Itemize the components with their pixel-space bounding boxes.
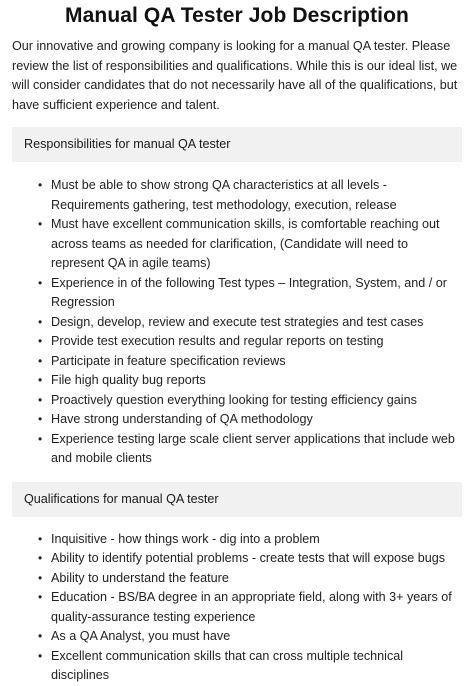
responsibilities-list	[12, 176, 462, 469]
list-item-text: Experience in of the following Test types – Integration, System, and / or Regression	[51, 275, 447, 309]
bullet-icon: •	[38, 353, 43, 368]
list-item-text: Have strong understanding of QA methodology	[51, 412, 313, 426]
bullet-icon: •	[38, 334, 43, 348]
bullet-icon: •	[38, 217, 43, 231]
bullet-icon: •	[38, 373, 43, 387]
page-title: Manual QA Tester Job Description	[65, 4, 409, 27]
list-item	[38, 215, 462, 274]
bullet-icon: •	[38, 648, 43, 663]
list-item	[38, 391, 462, 411]
list-item	[38, 371, 462, 391]
list-item	[38, 569, 462, 589]
list-item	[38, 410, 462, 430]
list-item	[38, 530, 462, 550]
bullet-icon: •	[38, 412, 43, 426]
list-item-text: Ability to identify potential problems - create tests that will expose bugs	[51, 551, 446, 565]
list-item	[38, 313, 462, 333]
list-item-text: Participate in feature specification reviews	[51, 353, 286, 368]
bullet-icon: •	[38, 275, 43, 290]
intro-paragraph: Our innovative and growing company is looking for a manual QA tester. Please review the list of responsibilities and qualifications. While this is our ideal list, we will consider candidates that do not necessarily have all of the qualifications, but have sufficient experience and talent.	[12, 39, 458, 112]
list-item	[38, 549, 462, 569]
bullet-icon: •	[38, 178, 43, 192]
list-item-text: Excellent communication skills that can cross multiple technical disciplines	[51, 648, 404, 682]
bullet-icon: •	[38, 392, 43, 407]
bullet-icon: •	[38, 570, 43, 585]
list-item-text: Ability to understand the feature	[51, 570, 229, 585]
list-item-text: File high quality bug reports	[51, 373, 206, 387]
bullet-icon: •	[38, 531, 43, 546]
qualifications-heading: Qualifications for manual QA tester	[12, 482, 462, 517]
list-item	[38, 647, 462, 686]
bullet-icon: •	[38, 551, 43, 565]
list-item	[38, 588, 462, 627]
list-item-text: Design, develop, review and execute test strategies and test cases	[51, 314, 424, 329]
list-item	[38, 176, 462, 215]
list-item	[38, 352, 462, 372]
list-item-text: Proactively question everything looking for testing efficiency gains	[51, 392, 417, 407]
list-item-text: Experience testing large scale client server applications that include web and mobile clients	[51, 431, 455, 465]
bullet-icon: •	[38, 629, 43, 643]
list-item	[38, 430, 462, 469]
responsibilities-heading: Responsibilities for manual QA tester	[12, 127, 462, 162]
list-item-text: Must have excellent communication skills, is comfortable reaching out across teams as needed for clarification, (Candidate will need to represent QA in agile teams)	[51, 217, 440, 270]
list-item-text: Provide test execution results and regular reports on testing	[51, 334, 384, 348]
list-item-text: Must be able to show strong QA characteristics at all levels - Requirements gathering, test methodology, execution, release	[51, 178, 397, 212]
bullet-icon: •	[38, 431, 43, 446]
list-item	[38, 274, 462, 313]
list-item-text: As a QA Analyst, you must have	[51, 629, 231, 643]
bullet-icon: •	[38, 590, 43, 604]
list-item-text: Education - BS/BA degree in an appropriate field, along with 3+ years of quality-assurance testing experience	[51, 590, 452, 624]
qualifications-list	[12, 530, 462, 686]
list-item	[38, 627, 462, 647]
bullet-icon: •	[38, 314, 43, 329]
list-item-text: Inquisitive - how things work - dig into a problem	[51, 531, 320, 546]
list-item	[38, 332, 462, 352]
